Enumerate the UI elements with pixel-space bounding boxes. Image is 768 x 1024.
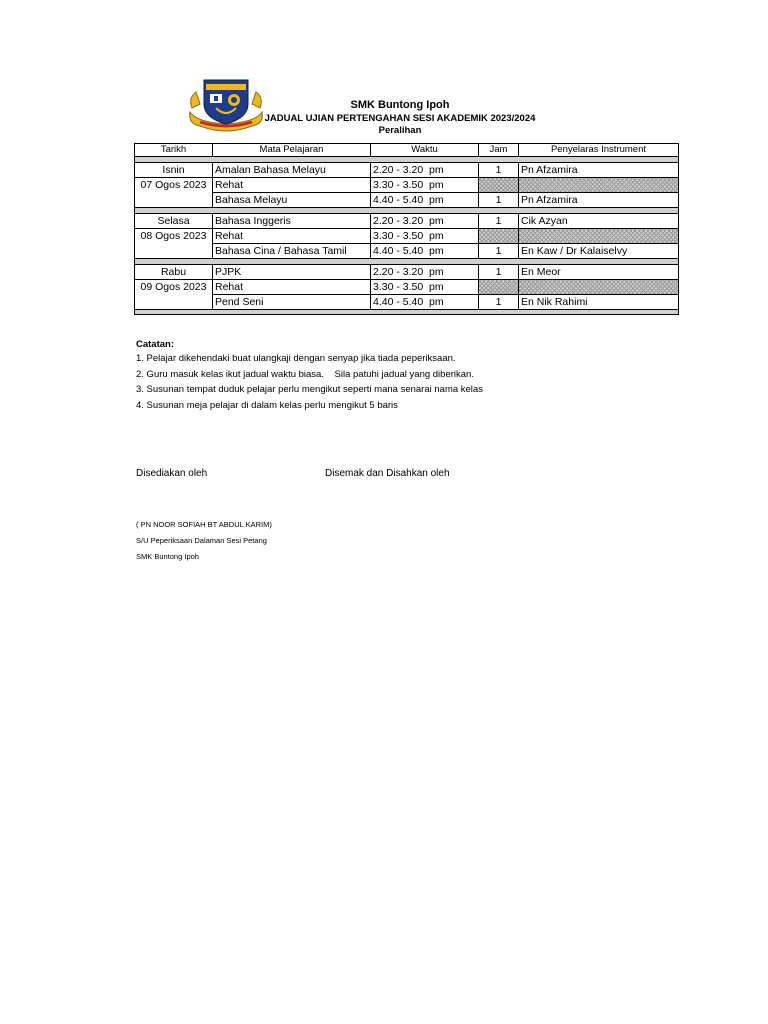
day-cell-spacer [135, 295, 213, 310]
day-name: Selasa [135, 214, 213, 229]
table-row [135, 280, 679, 295]
subject-cell: Bahasa Cina / Bahasa Tamil [213, 244, 371, 259]
jam-cell: 1 [479, 214, 519, 229]
subject-cell: Rehat [213, 229, 371, 244]
document-subtitle: Peralihan [378, 125, 422, 136]
jam-cell: 1 [479, 193, 519, 208]
subject-cell: Pend Seni [213, 295, 371, 310]
document-title: JADUAL UJIAN PERTENGAHAN SESI AKADEMIK 2023/2024 [264, 113, 536, 124]
column-header-tarikh: Tarikh [135, 144, 213, 157]
time-cell: 2.20 - 3.20 pm [371, 265, 479, 280]
time-cell: 2.20 - 3.20 pm [371, 163, 479, 178]
table-header-row [135, 144, 679, 157]
day-cell-spacer [135, 244, 213, 259]
table-row [135, 265, 679, 280]
break-shaded-cell [479, 178, 519, 193]
day-cell-spacer [135, 193, 213, 208]
note-item: 2. Guru masuk kelas ikut jadual waktu biasa. Sila patuhi jadual yang diberikan. [136, 368, 474, 380]
table-row [135, 193, 679, 208]
break-shaded-cell [479, 229, 519, 244]
separator-row [135, 310, 679, 315]
time-cell: 4.40 - 5.40 pm [371, 244, 479, 259]
school-name: SMK Buntong Ipoh [350, 99, 450, 111]
prepared-by-label: Disediakan oleh [136, 468, 208, 479]
table-row [135, 229, 679, 244]
exam-schedule-table [134, 143, 679, 315]
day-name: Rabu [135, 265, 213, 280]
column-header-jam: Jam [479, 144, 519, 157]
coordinator-cell: En Kaw / Dr Kalaiselvy [519, 244, 679, 259]
subject-cell: Amalan Bahasa Melayu [213, 163, 371, 178]
break-shaded-cell [519, 280, 679, 295]
table-row [135, 214, 679, 229]
table-row [135, 178, 679, 193]
table-row [135, 163, 679, 178]
table-row [135, 295, 679, 310]
subject-cell: PJPK [213, 265, 371, 280]
approved-by-label: Disemak dan Disahkan oleh [325, 468, 450, 479]
subject-cell: Bahasa Melayu [213, 193, 371, 208]
time-cell: 2.20 - 3.20 pm [371, 214, 479, 229]
time-cell: 3.30 - 3.50 pm [371, 280, 479, 295]
note-item: 3. Susunan tempat duduk pelajar perlu mengikut seperti mana senarai nama kelas [136, 384, 483, 395]
day-date: 08 Ogos 2023 [135, 229, 213, 244]
coordinator-cell: En Meor [519, 265, 679, 280]
break-shaded-cell [479, 280, 519, 295]
jam-cell: 1 [479, 244, 519, 259]
column-header-waktu: Waktu [371, 144, 479, 157]
jam-cell: 1 [479, 265, 519, 280]
signatory-position: S/U Peperiksaan Dalaman Sesi Petang [136, 536, 267, 545]
jam-cell: 1 [479, 163, 519, 178]
signatory-school: SMK Buntong Ipoh [136, 552, 199, 561]
table-row [135, 244, 679, 259]
day-name: Isnin [135, 163, 213, 178]
notes-title: Catatan: [136, 339, 175, 350]
coordinator-cell: Pn Afzamira [519, 163, 679, 178]
note-item: 1. Pelajar dikehendaki buat ulangkaji dengan senyap jika tiada peperiksaan. [136, 353, 456, 364]
break-shaded-cell [519, 229, 679, 244]
subject-cell: Rehat [213, 178, 371, 193]
break-shaded-cell [519, 178, 679, 193]
notes-section [136, 339, 483, 415]
time-cell: 4.40 - 5.40 pm [371, 295, 479, 310]
signatory-name: ( PN NOOR SOFIAH BT ABDUL KARIM) [136, 520, 272, 529]
note-item: 4. Susunan meja pelajar di dalam kelas perlu mengikut 5 baris [136, 399, 398, 411]
coordinator-cell: Pn Afzamira [519, 193, 679, 208]
subject-cell: Bahasa Inggeris [213, 214, 371, 229]
time-cell: 3.30 - 3.50 pm [371, 229, 479, 244]
column-header-penyelaras: Penyelaras Instrument [519, 144, 679, 157]
subject-cell: Rehat [213, 280, 371, 295]
day-date: 09 Ogos 2023 [135, 280, 213, 295]
time-cell: 3.30 - 3.50 pm [371, 178, 479, 193]
coordinator-cell: Cik Azyan [519, 214, 679, 229]
day-date: 07 Ogos 2023 [135, 178, 213, 193]
coordinator-cell: En Nik Rahimi [519, 295, 679, 310]
time-cell: 4.40 - 5.40 pm [371, 193, 479, 208]
jam-cell: 1 [479, 295, 519, 310]
column-header-mata-pelajaran: Mata Pelajaran [213, 144, 371, 157]
